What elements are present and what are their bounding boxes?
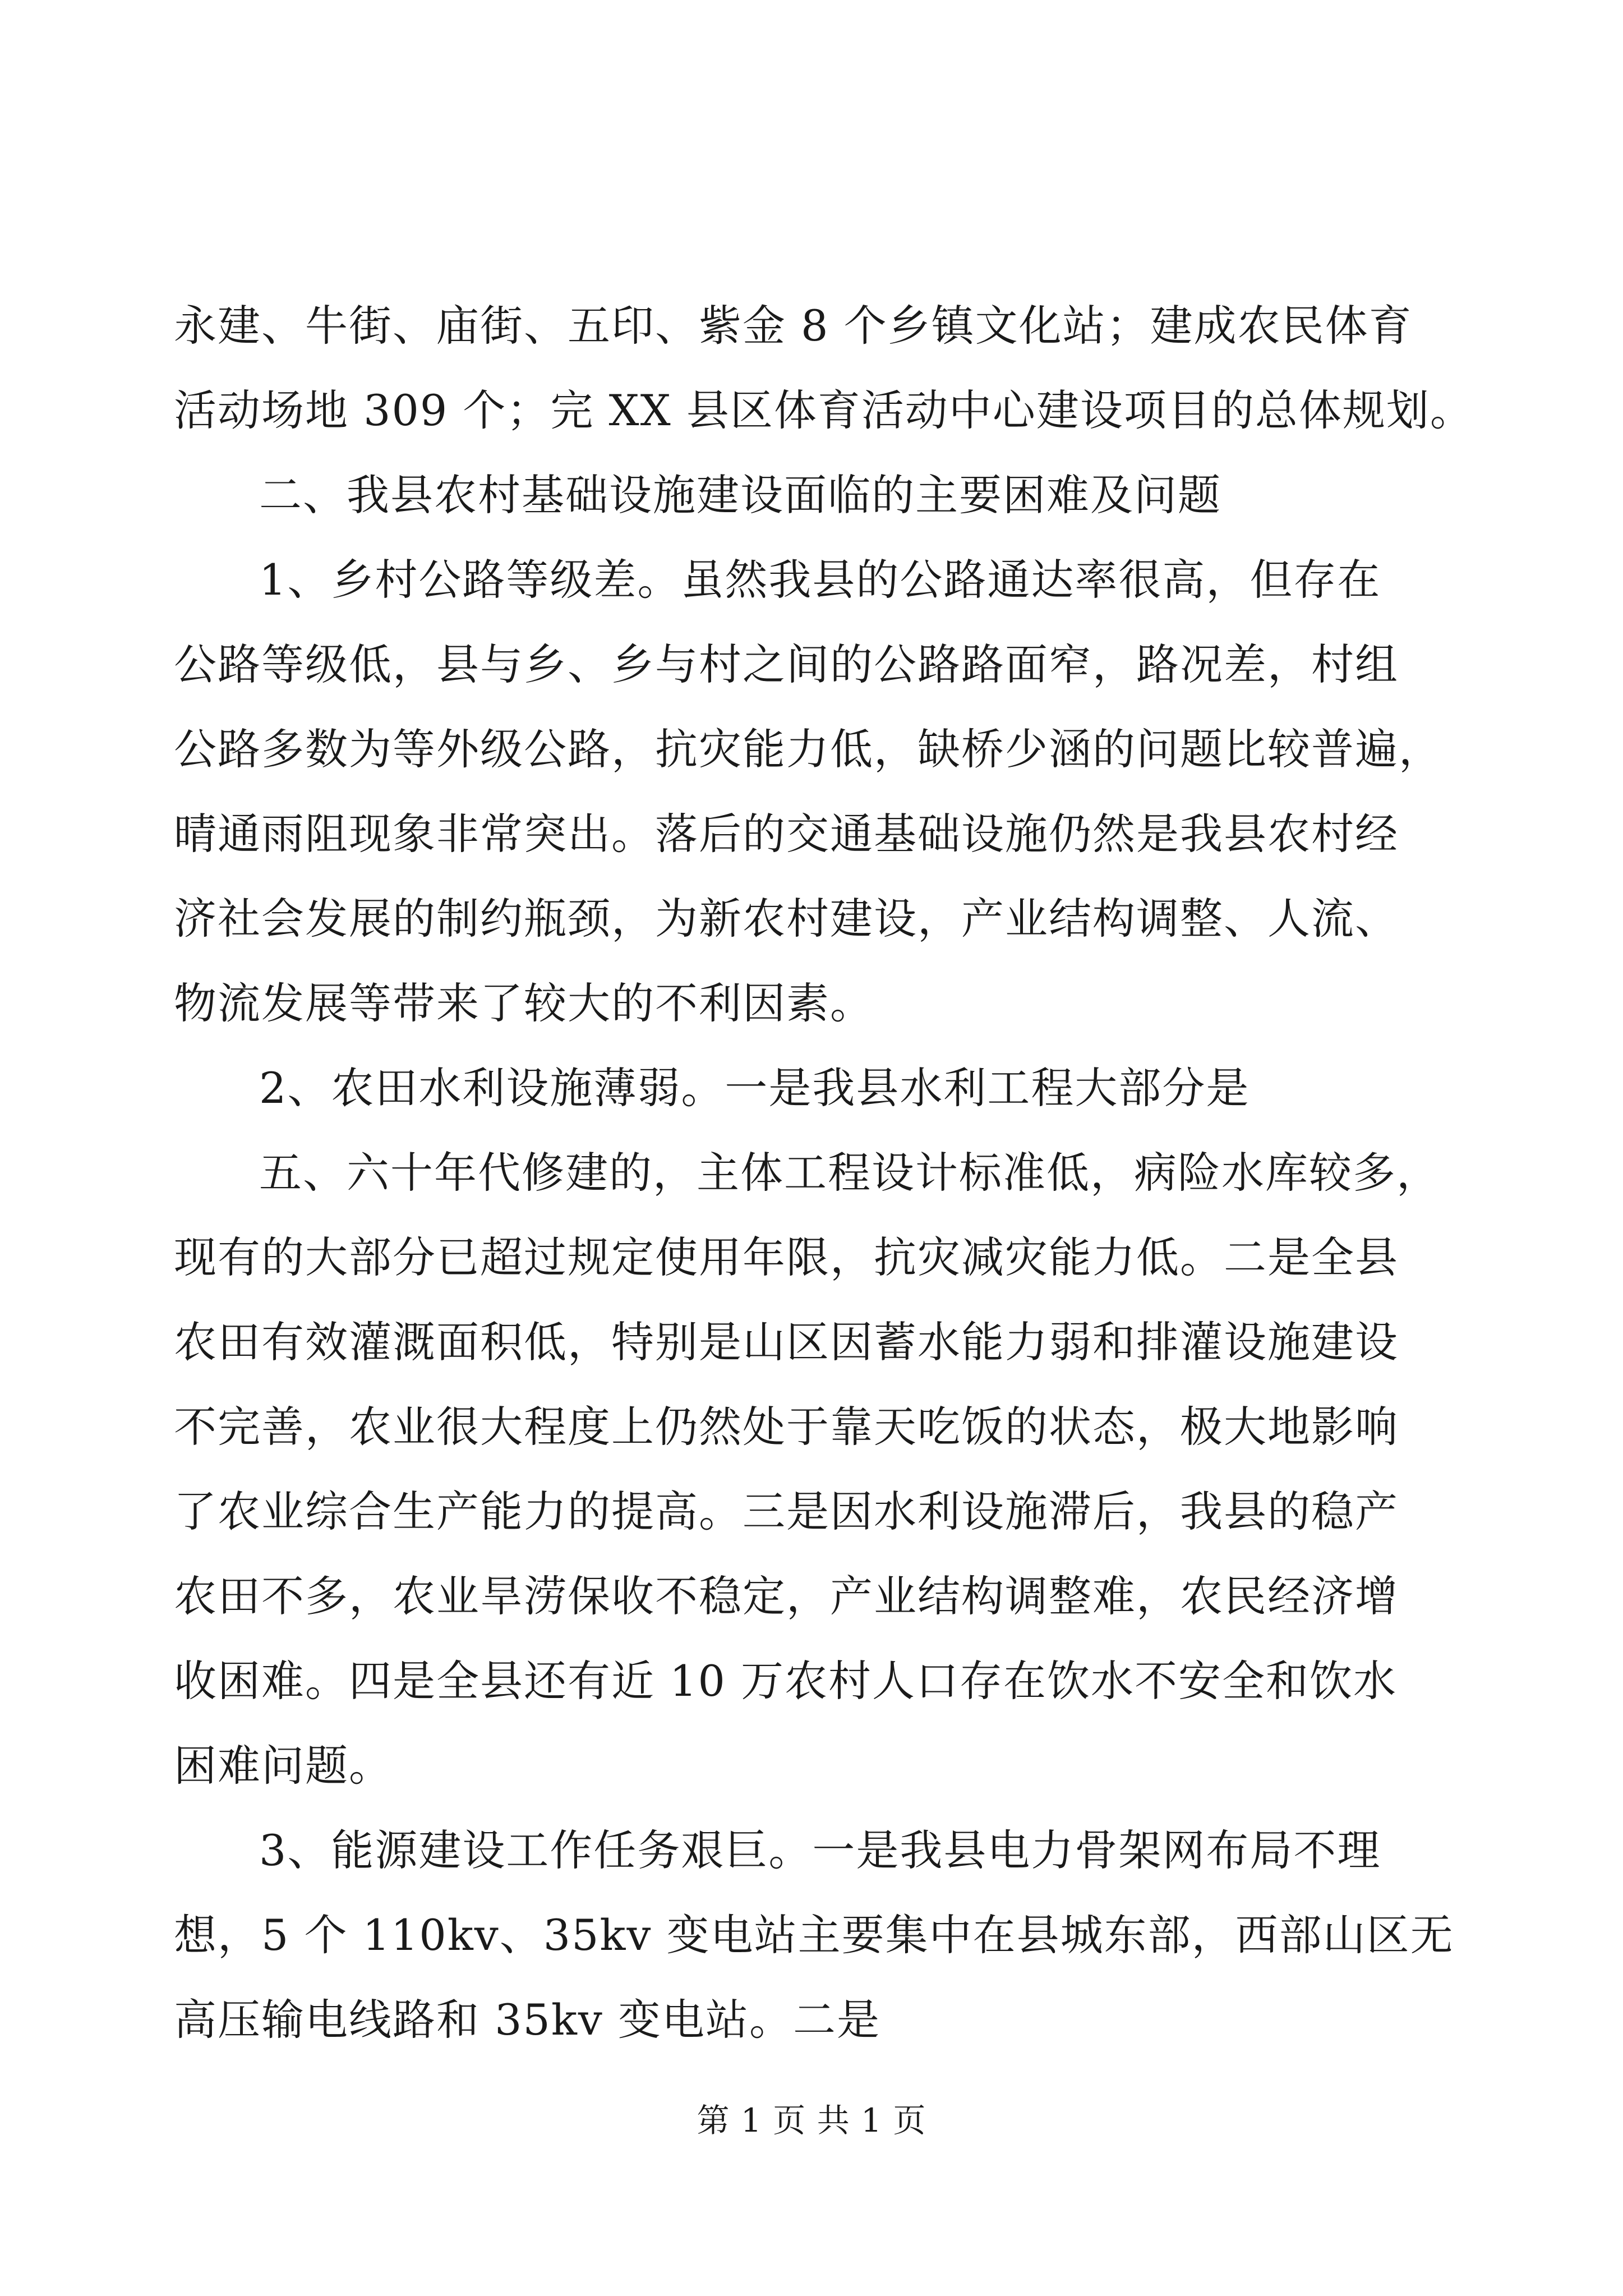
paragraph-start: 五、六十年代修建的，主体工程设计标准低，病险水库较多， xyxy=(259,1148,1440,1198)
paragraph-start: 1、乡村公路等级差。虽然我县的公路通达率很高，但存在 xyxy=(259,555,1381,605)
paragraph-start: 3、能源建设工作任务艰巨。一是我县电力骨架网布局不理 xyxy=(259,1825,1381,1875)
text-line: 了农业综合生产能力的提高。三是因水利设施滞后，我县的稳产 xyxy=(174,1487,1399,1536)
text-line: 活动场地 309 个；完 XX 县区体育活动中心建设项目的总体规划。 xyxy=(174,385,1474,435)
page-footer: 第 1 页 共 1 页 xyxy=(697,2101,926,2139)
text-line: 农田有效灌溉面积低，特别是山区因蓄水能力弱和排灌设施建设 xyxy=(174,1317,1399,1367)
text-line: 想，5 个 110kv、35kv 变电站主要集中在县城东部，西部山区无 xyxy=(174,1910,1454,1960)
document-body xyxy=(174,283,1474,2062)
text-line: 公路等级低，县与乡、乡与村之间的公路路面窄，路况差，村组 xyxy=(174,639,1399,689)
text-line: 困难问题。 xyxy=(174,1741,393,1791)
text-line: 物流发展等带来了较大的不利因素。 xyxy=(174,978,874,1028)
text-line: 晴通雨阻现象非常突出。落后的交通基础设施仍然是我县农村经 xyxy=(174,809,1399,859)
text-line: 永建、牛街、庙街、五印、紫金 8 个乡镇文化站；建成农民体育 xyxy=(174,301,1413,351)
text-line: 不完善，农业很大程度上仍然处于靠天吃饭的状态，极大地影响 xyxy=(174,1402,1399,1452)
text-line: 农田不多，农业旱涝保收不稳定，产业结构调整难，农民经济增 xyxy=(174,1571,1399,1621)
text-line: 收困难。四是全县还有近 10 万农村人口存在饮水不安全和饮水 xyxy=(174,1656,1398,1706)
text-line: 现有的大部分已超过规定使用年限，抗灾减灾能力低。二是全县 xyxy=(174,1232,1399,1282)
section-heading: 二、我县农村基础设施建设面临的主要困难及问题 xyxy=(259,470,1221,520)
text-line: 高压输电线路和 35kv 变电站。二是 xyxy=(174,1995,881,2045)
paragraph-start: 2、农田水利设施薄弱。一是我县水利工程大部分是 xyxy=(259,1063,1250,1113)
text-line: 公路多数为等外级公路，抗灾能力低，缺桥少涵的问题比较普遍， xyxy=(174,724,1442,774)
text-line: 济社会发展的制约瓶颈，为新农村建设，产业结构调整、人流、 xyxy=(174,894,1399,944)
